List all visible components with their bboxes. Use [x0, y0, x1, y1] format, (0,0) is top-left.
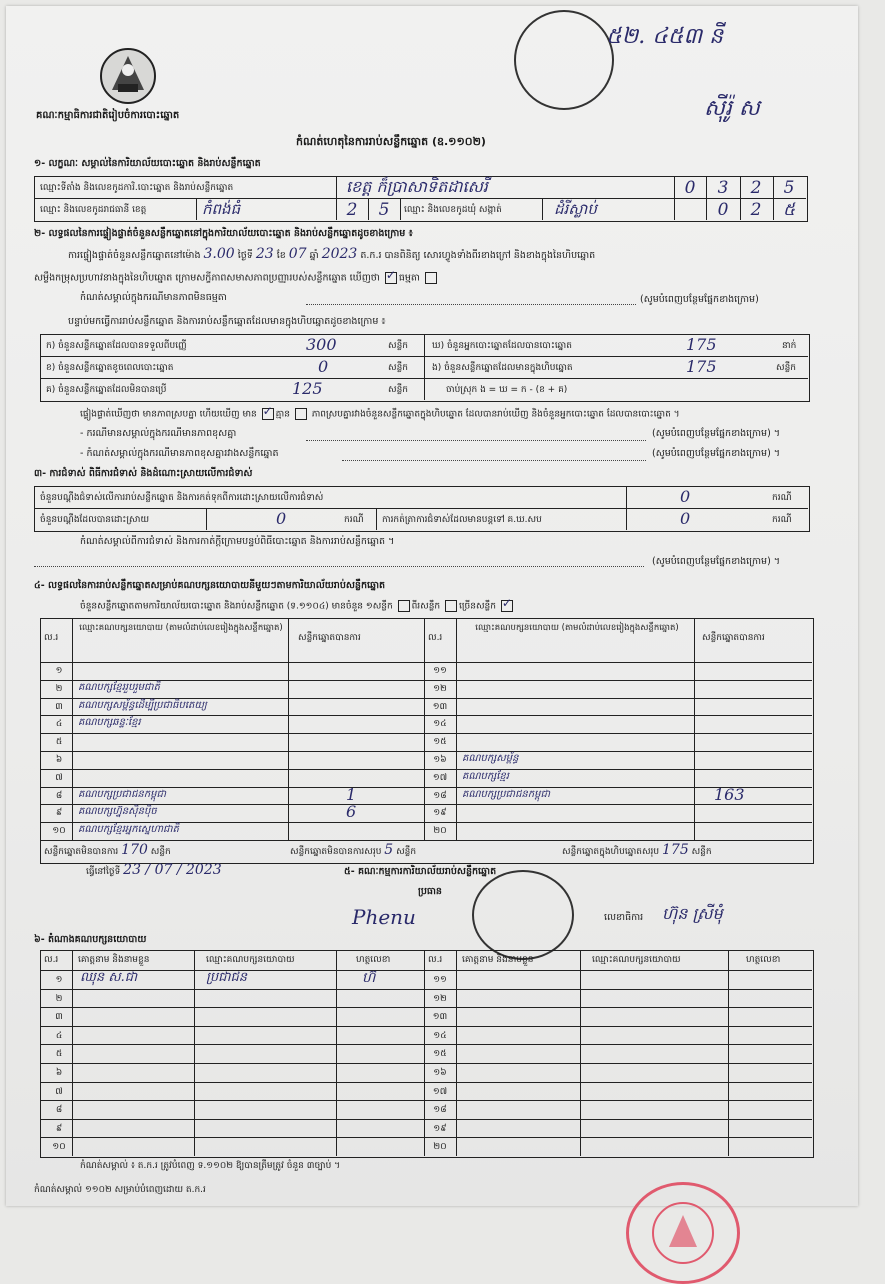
section2-note-hint: (សូមបំពេញបន្ថែមផ្នែកខាងក្រោម): [640, 294, 759, 305]
results-row-no: ៧: [55, 772, 63, 783]
objection-row2-mid: ការកត់ត្រាការជំទាស់ដែលមានបន្តទៅ គ.ឃ.សប: [382, 515, 542, 525]
reps-row-no: ៣: [55, 1012, 63, 1023]
reps-row-no: ៨: [55, 1105, 63, 1116]
reps-row-no-right: ១៧: [432, 1086, 448, 1097]
row2-label: ឈ្មោះ និងលេខកូដរាជធានី ខេត្ត: [40, 205, 147, 215]
objection-row1-value: 0: [680, 487, 691, 506]
count-e-label: ង) ចំនួនសន្លឹកឆ្នោតដែលមានក្នុងហិបឆ្នោត: [432, 363, 573, 373]
reps-col-name: គោត្តនាម និងនាមខ្លួន: [78, 955, 150, 965]
results-row-no: ១០: [52, 826, 66, 837]
reps-col-name-2: គោត្តនាម និងនាមខ្លួន: [462, 955, 534, 965]
count-a-label: ក) ចំនួនសន្លឹកឆ្នោតដែលបានទទួលពីបញ្ញើ: [46, 341, 187, 351]
sheets-many-checkbox[interactable]: [501, 600, 513, 612]
chair-label: ប្រធាន: [418, 886, 442, 897]
count-formula: ចាប់ស្រុក ង = ឃ = ក - (ខ + គ): [446, 385, 568, 395]
rep-party: ប្រជាជន: [206, 970, 248, 985]
objection-row2-value2: 0: [680, 509, 691, 528]
rep-signature: ហ៊: [362, 970, 376, 986]
row2-code-1: 2: [346, 200, 358, 220]
results-row-no-right: ១៨: [433, 790, 447, 801]
results-party-name-right: គណបក្សខ្មែរ: [462, 770, 509, 782]
footer-note-2: កំណត់សម្គាល់ ១១០២ សម្រាប់បំពេញដោយ ត.ក.រ: [34, 1185, 206, 1195]
row2-commune-code-2: 2: [750, 200, 762, 220]
section4-subline: ចំនួនសន្លឹកឆ្នោតតាមការិយាល័យបោះឆ្នោត និងរាប់សន្លឹកឆ្នោត (ទ.១១០៤) មានចំនួន ១សន្លឹក ពីរសន្លឹក ច្រើនសន្លឹក ✓: [80, 600, 515, 613]
ballot-count-form: [6, 6, 858, 1206]
results-party-name-right: គណបក្សប្រជាជនកម្ពុជា: [462, 788, 550, 800]
section2-line1: ការផ្ទៀងផ្ទាត់ចំនួនសន្លឹកឆ្នោតនៅម៉ោង 3.00 ថ្ងៃទី 23 ខែ 07 ឆ្នាំ 2023 ត.ក.រ បានពិនិត្យ សោរហ្វូងទាំងពីរខាងក្រៅ និងខាងក្នុងនៃហិបឆ្នោត: [68, 246, 596, 262]
reps-row-no: ២: [55, 993, 63, 1004]
count-a-value: 300: [306, 335, 337, 354]
results-col-votes: សន្លឹកឆ្នោតបានការ: [298, 633, 361, 643]
results-row-no-right: ១៤: [433, 719, 447, 730]
committee-heading: ៥- គណៈកម្មការការិយាល័យរាប់សន្លឹកឆ្នោត: [344, 866, 497, 877]
invalid-line: សន្លឹកឆ្នោតមិនបានការ 170 សន្លឹក: [44, 842, 171, 858]
top-handwriting: ៥២. ៤៥៣ នី: [606, 24, 724, 49]
results-row-no: ២: [55, 683, 63, 694]
results-row-no-right: ១៩: [433, 808, 447, 819]
line-b: - កំណត់សម្គាល់ក្នុងករណីមានភាពខុសគ្នារវាងសន្លឹកឆ្នោត: [80, 448, 279, 459]
normal-checkbox[interactable]: [385, 272, 397, 284]
form-title: កំណត់ហេតុនៃការរាប់សន្លឹកឆ្នោត (ឧ.១១០២): [296, 135, 486, 148]
reps-row-no-right: ១៨: [433, 1105, 447, 1116]
reps-row-no-right: ១៣: [432, 1012, 448, 1023]
row1-value: ខេត្ត ក៏ប្រាសាទិតដាសេរី: [346, 177, 488, 196]
total-line: សន្លឹកឆ្នោតក្នុងហិបឆ្នោតសរុប 175 សន្លឹក: [562, 842, 712, 858]
count-b-unit: សន្លឹក: [388, 363, 408, 373]
results-row-no: ៩: [55, 808, 63, 819]
red-official-stamp: [626, 1182, 740, 1284]
results-row-no-right: ១៦: [433, 755, 447, 765]
count-e-unit: សន្លឹក: [776, 363, 796, 373]
section4-heading: ៤- លទ្ធផលនៃការរាប់សន្លឹកឆ្នោតសម្រាប់គណបក្សនយោបាយនីមួយៗតាមការិយាល័យរាប់សន្លឹកឆ្នោត: [34, 580, 386, 591]
results-row-no: ៣: [55, 701, 63, 712]
reps-col-sign: ហត្ថលេខា: [356, 955, 391, 965]
results-votes: 1: [346, 784, 357, 804]
secretary-label: លេខាធិការ: [604, 912, 644, 923]
results-party-name: គណបក្សឆន្ទៈខ្មែរ: [78, 717, 141, 729]
reps-col-no: ល.រ: [44, 955, 59, 965]
section2-intro: បន្ទាប់មកធ្វើការរាប់សន្លឹកឆ្នោត និងការរាប់សន្លឹកឆ្នោតដែលមានក្នុងហិបឆ្នោតដូចខាងក្រោម ៖: [68, 316, 386, 327]
section5-heading: ៦- តំណាងគណបក្សនយោបាយ: [34, 934, 147, 945]
reps-row-no: ៦: [55, 1068, 63, 1078]
reps-col-party: ឈ្មោះគណបក្សនយោបាយ: [206, 955, 295, 965]
objection-row2-unit: ករណី: [344, 515, 364, 525]
chair-signature: Phenu: [352, 905, 416, 929]
date-line: ធ្វើនៅថ្ងៃទី 23 / 07 / 2023: [86, 862, 222, 878]
results-row-no: ៥: [55, 737, 63, 748]
reps-row-no: ៥: [55, 1049, 63, 1060]
reps-row-no-right: ១៦: [433, 1068, 447, 1078]
results-col-no: ល.រ: [44, 633, 59, 643]
row2-code-2: 5: [378, 200, 390, 220]
reps-row-no: ៧: [55, 1086, 63, 1097]
row2-commune-label: ឈ្មោះ និងលេខកូដឃុំ សង្កាត់: [404, 205, 502, 215]
objection-hint: (សូមបំពេញបន្ថែមផ្នែកខាងក្រោម) ។: [652, 556, 781, 567]
row1-code-2: 3: [717, 178, 729, 198]
results-col-votes-2: សន្លឹកឆ្នោតបានការ: [702, 633, 765, 643]
reps-row-no: ១០: [52, 1142, 66, 1153]
committee-stamp: [472, 870, 574, 960]
results-row-no-right: ១២: [433, 683, 447, 694]
results-row-no: ១: [55, 666, 63, 676]
results-party-name: គណបក្សខ្មែររួបរួមជាតិ: [78, 681, 160, 693]
void-line: សន្លឹកឆ្នោតមិនបានការសរុប 5 សន្លឹក: [290, 842, 417, 858]
objection-row2-value: 0: [276, 509, 287, 528]
row2-province: កំពង់ធំ: [202, 200, 241, 218]
footer-note-1: កំណត់សម្គាល់ ៖ ត.ក.រ ត្រូវបំពេញ ទ.១១០២ ឱ្យបានត្រឹមត្រូវ ចំនួន ៣ច្បាប់ ។: [80, 1161, 341, 1171]
top-handwriting-2: សុីរ៉ូ ស: [704, 96, 760, 121]
count-d-label: ឃ) ចំនួនអ្នកបោះឆ្នោតដែលបានបោះឆ្នោត: [432, 341, 572, 351]
count-c-value: 125: [292, 379, 323, 398]
results-row-no-right: ១៣: [432, 701, 448, 712]
results-col-party-2: ឈ្មោះគណបក្សនយោបាយ (តាមលំដាប់លេខរៀងក្នុងសន្លឹកឆ្នោត): [475, 623, 679, 633]
reps-col-party-2: ឈ្មោះគណបក្សនយោបាយ: [592, 955, 681, 965]
count-b-value: 0: [318, 357, 329, 376]
results-col-no-2: ល.រ: [428, 633, 443, 643]
line-a-hint: (សូមបំពេញបន្ថែមផ្នែកខាងក្រោម) ។: [652, 428, 781, 439]
results-party-name: គណបក្សសម្ព័ន្ធដើម្បីប្រជាធិបតេយ្យ: [78, 699, 207, 711]
org-line: គណៈកម្មាធិការជាតិរៀបចំការបោះឆ្នោត: [36, 110, 180, 121]
results-row-no: ៤: [55, 719, 63, 730]
section2-note: កំណត់សម្គាល់ក្នុងករណីមានភាពមិនធម្មតា: [80, 292, 227, 303]
objection-row2-label: ចំនួនបណ្តឹងដែលបានដោះស្រាយ: [40, 515, 150, 525]
line-b-hint: (សូមបំពេញបន្ថែមផ្នែកខាងក្រោម) ។: [652, 448, 781, 459]
reps-row-no-right: ១៥: [433, 1049, 447, 1060]
reps-col-sign-2: ហត្ថលេខា: [746, 955, 781, 965]
results-party-name: គណបក្សប្រជាជនកម្ពុជា: [78, 788, 166, 800]
count-d-value: 175: [686, 335, 717, 354]
row2-commune-code-3: ៥: [782, 200, 796, 220]
row1-label: ឈ្មោះទីតាំង និងលេខកូដការិ.បោះឆ្នោត និងរាប់សន្លឹកឆ្នោត: [40, 183, 234, 193]
rep-name: ឈុន ស.ជា: [80, 970, 138, 985]
section1-heading: ១- លក្ខណៈ សម្គាល់នៃការិយាល័យបោះឆ្នោត និងរាប់សន្លឹកឆ្នោត: [34, 158, 261, 169]
reps-row-no: ១: [55, 975, 63, 985]
results-row-no: ៨: [55, 790, 63, 801]
results-party-name: គណបក្សហ្វ៊ុនស៊ិនប៉ិច: [78, 806, 157, 818]
sheets-1-checkbox[interactable]: [398, 600, 410, 612]
count-e-value: 175: [686, 357, 717, 376]
row1-code-4: 5: [783, 178, 795, 198]
sheets-2-checkbox[interactable]: [445, 600, 457, 612]
results-col-party: ឈ្មោះគណបក្សនយោបាយ (តាមលំដាប់លេខរៀងក្នុងសន្លឹកឆ្នោត): [79, 623, 283, 633]
objection-row1-unit: ករណី: [772, 493, 792, 503]
abnormal-checkbox[interactable]: [425, 272, 437, 284]
reps-row-no-right: ១៤: [433, 1030, 447, 1041]
results-row-no-right: ១១: [433, 666, 447, 676]
count-a-unit: សន្លឹក: [388, 341, 408, 351]
count-c-label: គ) ចំនួនសន្លឹកឆ្នោតដែលមិនបានប្រើ: [46, 385, 167, 395]
section3-heading: ៣- ការជំទាស់ ពិធីការជំទាស់ និងដំណោះស្រាយលើការជំទាស់: [34, 468, 253, 479]
count-b-label: ខ) ចំនួនសន្លឹកឆ្នោតខូចពេលបោះឆ្នោត: [46, 363, 174, 373]
count-d-unit: នាក់: [782, 341, 797, 351]
reps-row-no-right: ១១: [433, 975, 447, 985]
objection-note: កំណត់សម្គាល់ពីការជំទាស់ និងការកាត់ក្តីក្រោមបន្ទប់ពិធីបោះឆ្នោត និងការរាប់សន្លឹកឆ្នោត ។: [80, 536, 395, 547]
reps-row-no-right: ១២: [433, 993, 447, 1004]
results-party-name-right: គណបក្សសម្ព័ន្ធ: [462, 753, 519, 764]
reps-row-no: ៩: [55, 1123, 63, 1134]
reps-row-no-right: ២០: [433, 1142, 447, 1153]
section2-heading: ២- លទ្ធផលនៃការផ្ទៀងផ្ទាត់ចំនួនសន្លឹកឆ្នោតនៅក្នុងការិយាល័យបោះឆ្នោត និងរាប់សន្លឹកឆ្នោតដូចខាងក្រោម ៖: [34, 228, 413, 239]
objection-row1-label: ចំនួនបណ្តឹងជំទាស់លើការរាប់សន្លឹកឆ្នោត និងការកត់ទុកពីការដោះស្រាយលើការជំទាស់: [40, 493, 324, 503]
results-row-no-right: ២០: [433, 826, 447, 837]
section2-line2: សម្លឹងកម្រុសប្រហាវនាងក្នុងនៃហិបឆ្នោត ក្រោមសក្ខីភាពសមាសភាពប្រញ្ញារបស់សន្លឹកឆ្នោត ឃើញថា ✓ ធម្មតា: [34, 272, 439, 285]
row2-commune-code-1: 0: [717, 200, 729, 220]
secretary-signature: ហ៊ុន ស្រីមុំ: [662, 904, 723, 923]
emblem-icon: [98, 46, 158, 108]
line-a: - ករណីមានសម្គាល់ក្នុងករណីមានភាពខុសគ្នា: [80, 428, 237, 439]
reps-row-no: ៤: [55, 1030, 63, 1041]
results-row-no: ៦: [55, 755, 63, 765]
consistent-checkbox[interactable]: [262, 408, 274, 420]
reps-col-no-2: ល.រ: [428, 955, 443, 965]
count-c-unit: សន្លឹក: [388, 385, 408, 395]
row1-code-3: 2: [750, 178, 762, 198]
results-votes-right: 163: [714, 784, 745, 804]
check-line: ផ្ទៀងផ្ទាត់ឃើញថា មានភាពស្របគ្នា ហើយឃើញ មាន ✓ គ្មាន ភាពស្របគ្នារវាងចំនួនសន្លឹកឆ្នោតក្នុងហិបឆ្នោត ដែលបានរាប់ឃើញ និងចំនួនអ្នកបោះឆ្នោត ដែលបានបោះឆ្នោត ។: [80, 408, 680, 421]
row1-code-1: 0: [684, 178, 696, 198]
objection-row2-unit2: ករណី: [772, 515, 792, 525]
top-stamp: [514, 10, 614, 110]
row2-commune: ដំរីស្លាប់: [554, 200, 597, 218]
inconsistent-checkbox[interactable]: [295, 408, 307, 420]
results-votes: 6: [346, 802, 357, 822]
results-party-name: គណបក្សខ្មែរអ្នកស្នេហាជាតិ: [78, 824, 179, 836]
reps-row-no-right: ១៩: [433, 1123, 447, 1134]
results-row-no-right: ១៥: [433, 737, 447, 748]
results-row-no-right: ១៧: [432, 772, 448, 783]
